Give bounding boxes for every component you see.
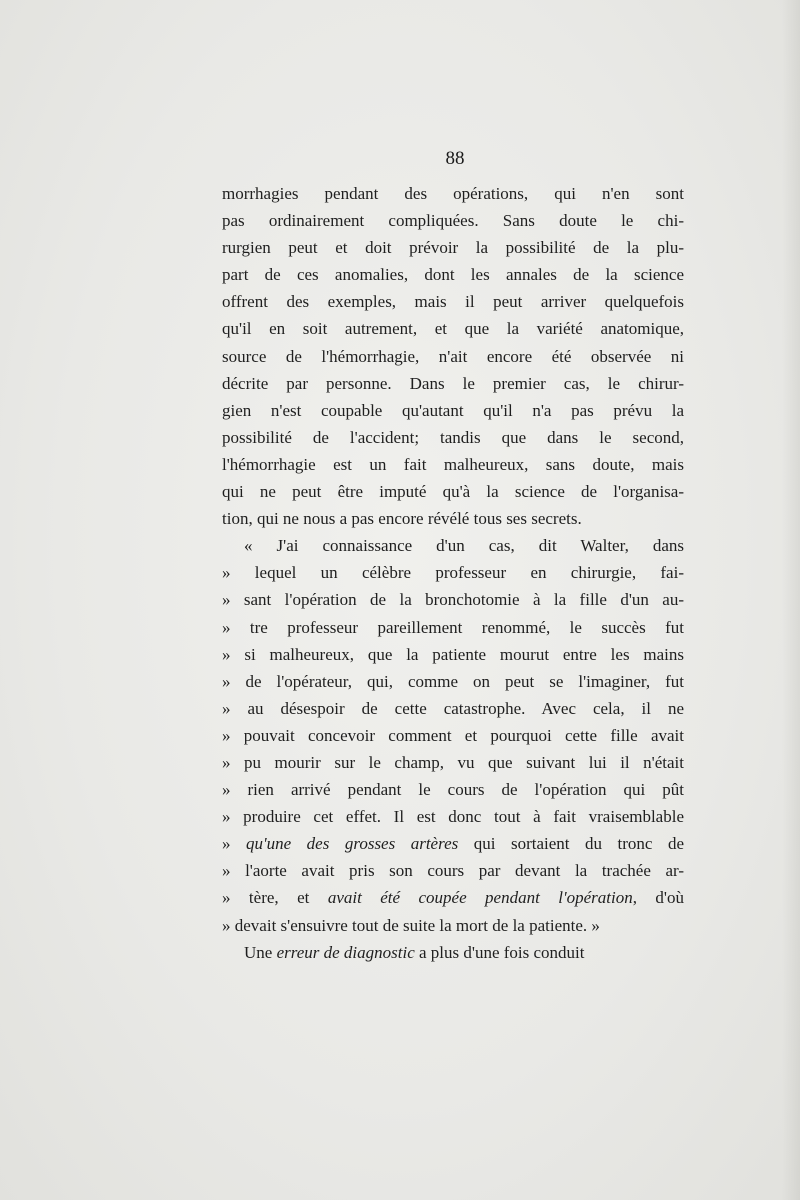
text-line: source de l'hémorrhagie, n'ait encore été observée ni bbox=[222, 346, 684, 366]
text-line: qu'il en soit autrement, et que la variété anatomique, bbox=[222, 319, 684, 339]
text-line: rurgien peut et doit prévoir la possibilité de la plu- bbox=[222, 238, 684, 258]
italic-text-run: avait été coupée pendant l'opération bbox=[327, 888, 633, 908]
text-line: qui ne peut être imputé qu'à la science de l'organisa- bbox=[222, 482, 684, 502]
text-line: » de l'opérateur, qui, comme on peut se l'imaginer, fut bbox=[222, 671, 684, 691]
text-line: » si malheureux, que la patiente mourut entre les mains bbox=[222, 644, 684, 664]
text-line: l'hémorrhagie est un fait malheureux, sans doute, mais bbox=[222, 454, 684, 474]
text-line: morrhagies pendant des opérations, qui n'en sont bbox=[222, 184, 684, 203]
text-line: » pouvait concevoir comment et pourquoi cette fille avait bbox=[222, 725, 684, 745]
page-edge-shadow bbox=[782, 0, 800, 1200]
text-line: » rien arrivé pendant le cours de l'opération qui pût bbox=[222, 780, 684, 800]
text-line bbox=[222, 830, 684, 857]
text-line: » pu mourir sur le champ, vu que suivant lui il n'était bbox=[222, 752, 684, 772]
text-line bbox=[222, 884, 684, 911]
text-line: part de ces anomalies, dont les annales de la science bbox=[222, 265, 684, 285]
text-run: » tère, et bbox=[222, 888, 328, 908]
text-line: » lequel un célèbre professeur en chirurgie, fai- bbox=[222, 563, 684, 583]
text-run: a plus d'une fois conduit bbox=[414, 942, 585, 962]
body-text bbox=[222, 180, 684, 966]
text-run: Une bbox=[244, 942, 277, 962]
text-run: qui sortaient du tronc de bbox=[458, 834, 684, 854]
page-number: 88 bbox=[445, 148, 465, 169]
text-run: » bbox=[222, 834, 246, 854]
text-line: possibilité de l'accident; tandis que dans le second, bbox=[222, 427, 684, 447]
text-line: pas ordinairement compliquées. Sans doute le chi- bbox=[222, 211, 684, 231]
text-run: , d'où bbox=[632, 888, 684, 908]
text-line: » l'aorte avait pris son cours par devant la trachée ar- bbox=[222, 861, 684, 881]
text-line: décrite par personne. Dans le premier cas, le chirur- bbox=[222, 373, 684, 393]
text-line: « J'ai connaissance d'un cas, dit Walter, dans bbox=[244, 536, 684, 556]
text-line: tion, qui ne nous a pas encore révélé tous ses secrets. bbox=[222, 509, 582, 529]
text-line bbox=[222, 939, 684, 966]
text-line: » tre professeur pareillement renommé, le succès fut bbox=[222, 617, 684, 637]
italic-text-run: erreur de diagnostic bbox=[276, 942, 415, 962]
text-line: » devait s'ensuivre tout de suite la mort de la patiente. » bbox=[222, 915, 600, 935]
text-line: » produire cet effet. Il est donc tout à fait vraisemblable bbox=[222, 807, 684, 827]
text-line: » au désespoir de cette catastrophe. Avec cela, il ne bbox=[222, 698, 684, 718]
text-line: » sant l'opération de la bronchotomie à la fille d'un au- bbox=[222, 590, 684, 610]
text-line: offrent des exemples, mais il peut arriver quelquefois bbox=[222, 292, 684, 312]
italic-text-run: qu'une des grosses artères bbox=[246, 834, 459, 854]
text-line: gien n'est coupable qu'autant qu'il n'a pas prévu la bbox=[222, 400, 684, 420]
